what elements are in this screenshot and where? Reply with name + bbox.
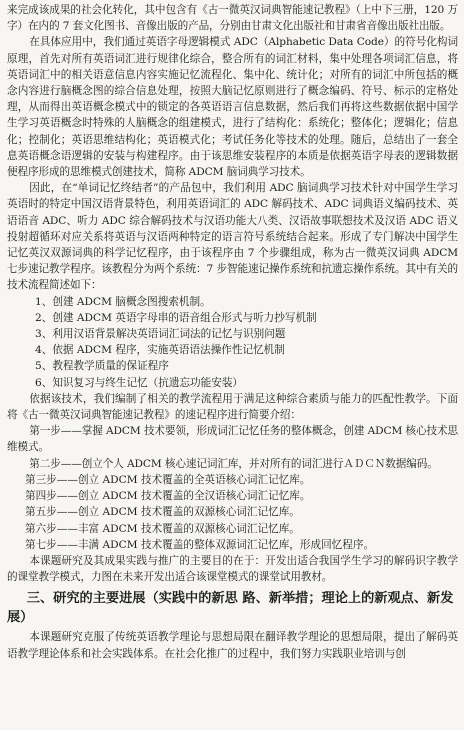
list-item: 第七步——丰满 ADCM 技术覆盖的整体双源词汇记忆库，形成回忆程序。	[25, 538, 375, 551]
memory-steps-list	[7, 423, 458, 553]
list-item: 2、创建 ADCM 英语字母串的语音组合形式与听力抄写机制	[35, 311, 317, 324]
list-item: 4、依据 ADCM 程序，实施英语语法操作性记忆机制	[35, 344, 285, 357]
list-item: 3、利用汉语背景解决英语词汇词法的记忆与识别问题	[35, 328, 286, 341]
list-item: 第六步——丰富 ADCM 技术覆盖的双源核心词汇记忆库。	[25, 522, 300, 535]
paragraph-main-purpose: 本课题研究及其成果实践与推广的主要目的在于：开发出适合我国学生学习的解码识字教学的课堂教学模式，力图在未来开发出适合该课堂模式的课堂试用教材。	[7, 554, 458, 584]
paragraph-final: 本课题研究克服了传统英语教学理论与思想局限在翻译教学理论的思想局限，提出了解码英语教学理论体系和社会实践体系。在社会化推广的过程中，我们努力实践职业培训与创	[7, 631, 458, 660]
list-item: 6、知识复习与终生记忆（抗遗忘功能安装）	[35, 376, 244, 389]
list-item: 5、教程教学质量的保证程序	[35, 360, 169, 373]
paragraph-basis: 依据该技术，我们编制了相关的教学流程用于满足这种综合素质与能力的匹配性教学。下面将《古一微英汉词典智能速记教程》的速记程序进行简要介绍：	[7, 392, 458, 422]
list-item: 第一步——掌握 ADCM 技术要领，形成词汇记忆任务的整体概念，创建 ADCM 核心技术思维模式。	[7, 425, 459, 454]
list-item: 第三步——创立 ADCM 技术覆盖的全英语核心词汇记忆库。	[25, 473, 311, 486]
list-item: 第二步——创立个人 ADCM 核心速记词汇库，并对所有的词汇进行ＡＤＣＮ数据编码。	[29, 457, 438, 470]
technical-steps-list	[7, 294, 458, 391]
paragraph-therefore: 因此，在“单词记忆终结者”的产品包中，我们利用 ADC 脑词典学习技术针对中国学生学习英语时的特定中国汉语背景特色，利用英语词汇的 ADC 解码技术、ADC 词典语义编码技术、英语语音 ADC、听力 ADC 综合解码技术与汉语功能大八类、汉语故事联想技术及汉语 ADC 语义投射超循环对应关系将英语与汉语两种特定的语言符号系统结合起来。形成了专门解决中国学生记忆英汉双源词典的科学记忆程序，由于该程序由 7 个步骤组成，称为古一微英汉词典 ADCM 七步速记教学程序。该教程分为两个系统：7 步智能速记操作系统和抗遗忘操作系统。其中有关的技术流程简述如下：	[7, 182, 458, 292]
paragraph-intro: 来完成该成果的社会化转化，其中包含有《古一微英汉词典智能速记教程》（上中下三册，120 万字）在内的 7 套文化图书、音像出版的产品，分别由甘肃文化出版社和甘肃省音像出版社出版。	[7, 4, 458, 33]
paragraph-application: 在具体应用中，我们通过英语字母逻辑模式 ADC（Alphabetic Data Code）的符号化构词原理，首先对所有英语词汇进行规律化综合，整合所有的词汇材料，集中处理各项词汇信息，将英语词汇中的相关语意信息内容实施记忆流程化、集中化、统计化；对所有的词汇中所包括的概念内容进行脑概念图的综合信息处理，按照大脑记忆原则进行了概念编码、符号、标示的定格处理，从而得出英语概念模式中的锁定的各英语语言信息数据，然后我们再将这些数据依据中国学生学习英语概念时特殊的人脑概念的组建模式，进行了结构化：系统化；整体化；逻辑化；信息化；控制化；英语思维结构化；英语模式化；考试任务化等技术的处理。随后，总结出了一套全息英语概念语逻辑的安装与构建程序。由于该思维安装程序的本质是依据英语字母表的逻辑数据便程序形成的思维模式创建技术，简称 ADCM 脑词典学习技术。	[7, 36, 458, 179]
list-item: 第五步——创立 ADCM 技术覆盖的双源核心词汇记忆库。	[25, 506, 300, 519]
section-heading: 三、研究的主要进展（实践中的新思 路、新举措；理论上的新观点、新发展）	[7, 591, 454, 626]
list-item: 第四步——创立 ADCM 技术覆盖的全汉语核心词汇记忆库。	[25, 490, 311, 503]
list-item: 1、创建 ADCM 脑概念图搜索机制。	[35, 295, 211, 308]
